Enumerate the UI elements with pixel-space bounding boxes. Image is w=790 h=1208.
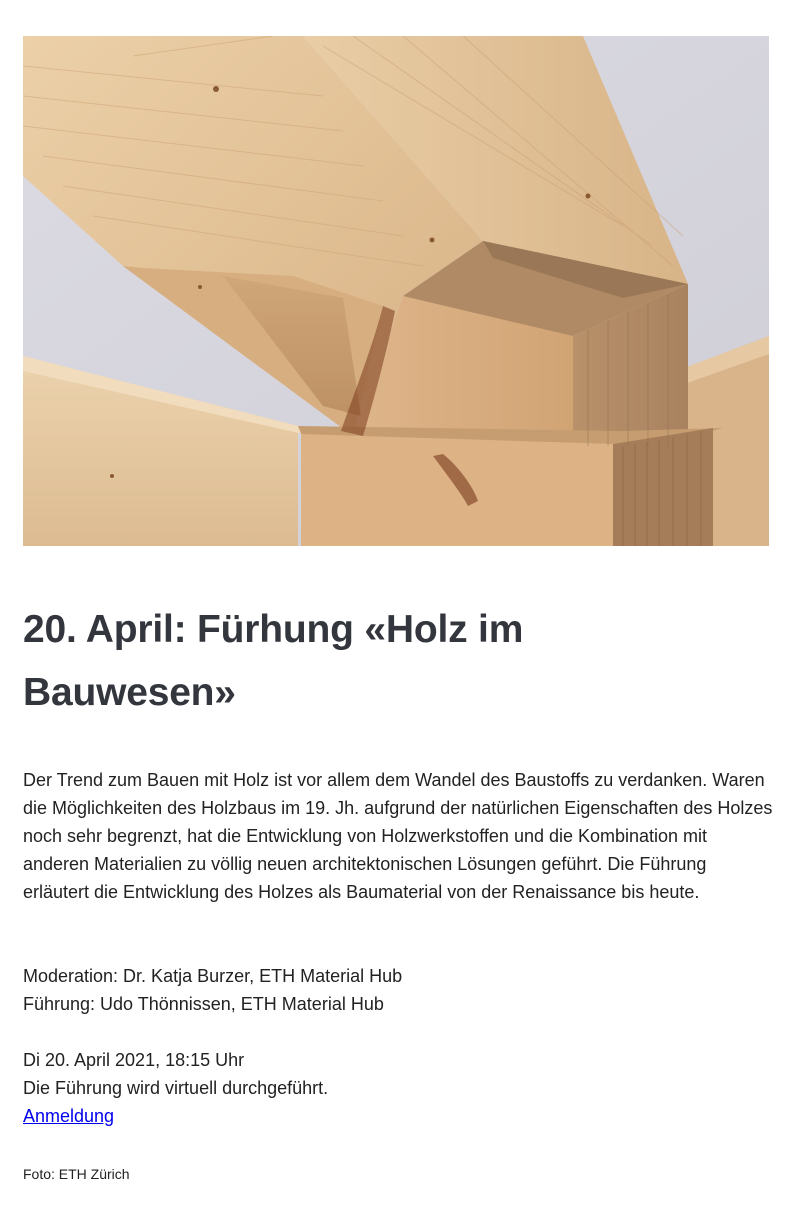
event-format: Die Führung wird virtuell durchgeführt. bbox=[23, 1078, 329, 1098]
event-date: Di 20. April 2021, 18:15 Uhr bbox=[23, 1050, 245, 1070]
register-link[interactable]: Anmeldung bbox=[23, 1106, 115, 1126]
hero-image bbox=[23, 36, 769, 546]
guide-text: Führung: Udo Thönnissen, ETH Material Hub bbox=[23, 994, 384, 1014]
article-credits bbox=[23, 962, 773, 1018]
article-intro: Der Trend zum Bauen mit Holz ist vor allem dem Wandel des Baustoffs zu verdanken. Waren die Möglichkeiten des Holzbaus im 19. Jh. aufgrund der natürlichen Eigenschaften des Holzes noch sehr begrenzt, hat die Entwicklung von Holzwerkstoffen und die Kombination mit anderen Materialien zu völlig neuen architektonischen Lösungen geführt. Die Führung erläutert die Entwicklung des Holzes als Baumaterial von der Renaissance bis heute. bbox=[23, 770, 773, 902]
article-headline: 20. April: Fürhung «Holz im Bauwesen» bbox=[23, 608, 524, 714]
photo-credit: Foto: ETH Zürich bbox=[23, 1166, 130, 1182]
moderation-text: Moderation: Dr. Katja Burzer, ETH Material Hub bbox=[23, 966, 403, 986]
event-details bbox=[23, 1046, 773, 1130]
wood-joint-illustration bbox=[23, 36, 769, 546]
